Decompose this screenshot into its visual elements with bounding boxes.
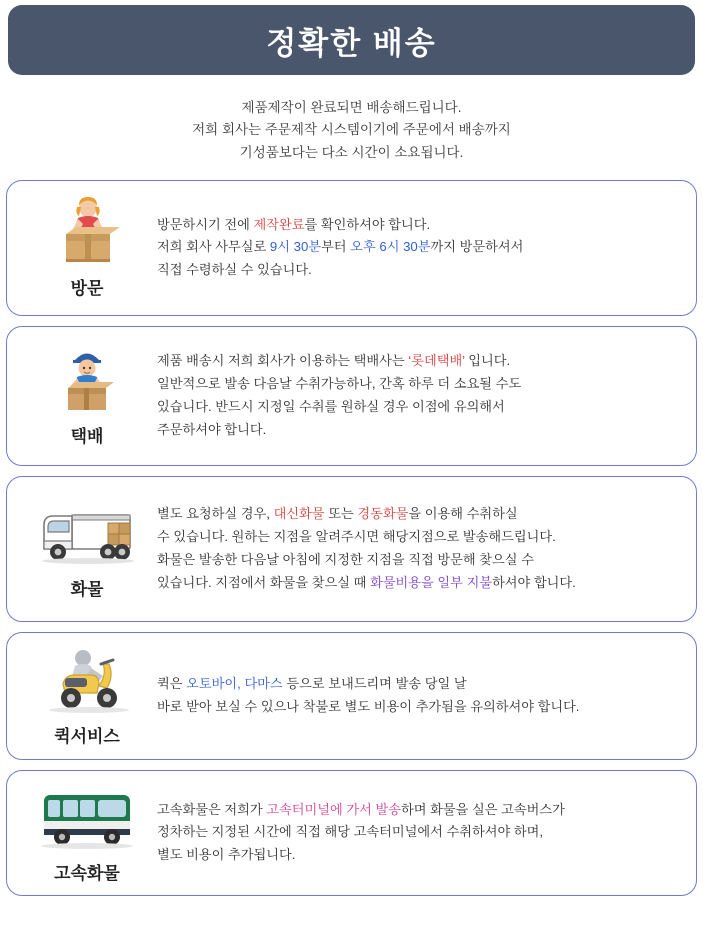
delivery-card-quick xyxy=(6,632,697,760)
card-icon-column xyxy=(17,196,157,299)
text-line xyxy=(157,844,680,867)
text-line xyxy=(157,419,680,442)
text-line xyxy=(157,526,680,549)
plain-text: 직접 수령하실 수 있습니다. xyxy=(157,262,312,278)
card-icon-column xyxy=(17,497,157,600)
text-line xyxy=(157,214,680,237)
highlighted-text: ‘롯데택배’ xyxy=(408,353,465,369)
text-line xyxy=(157,821,680,844)
text-line xyxy=(157,373,680,396)
delivery-method-list xyxy=(0,180,703,896)
card-label: 방문 xyxy=(70,279,104,299)
page-header xyxy=(8,5,695,75)
plain-text: 있습니다. 지점에서 화물을 찾으실 때 xyxy=(157,574,371,590)
person-box-icon xyxy=(44,196,130,270)
highlighted-text: 9시 30분 xyxy=(269,239,322,255)
plain-text: 일반적으로 발송 다음날 수취가능하나, 간혹 하루 더 소요될 수도 xyxy=(157,376,522,392)
card-icon-column xyxy=(17,344,157,447)
highlighted-text: 대신화물 xyxy=(273,506,325,522)
plain-text: 입니다. xyxy=(464,353,511,369)
highlighted-text: 화물비용을 일부 지불 xyxy=(370,574,493,590)
card-label: 화물 xyxy=(70,580,104,600)
plain-text: 부터 xyxy=(321,239,351,255)
plain-text: 별도 비용이 추가됩니다. xyxy=(157,847,296,863)
text-line xyxy=(157,503,680,526)
bus-icon xyxy=(32,781,142,855)
plain-text: 주문하셔야 합니다. xyxy=(157,421,267,437)
plain-text: 퀵은 xyxy=(157,676,187,692)
text-line xyxy=(157,350,680,373)
plain-text: 방문하시기 전에 xyxy=(157,216,254,232)
card-icon-column xyxy=(17,644,157,747)
delivery-card-bus xyxy=(6,770,697,896)
plain-text: 수 있습니다. 원하는 지점을 알려주시면 해당지점으로 발송해드립니다. xyxy=(157,529,556,545)
scooter-icon xyxy=(37,644,137,718)
intro-line-2: 저희 회사는 주문제작 시스템이기에 주문에서 배송까지 xyxy=(192,122,511,138)
plain-text: 을 이용해 수취하실 xyxy=(408,506,518,522)
card-label: 택배 xyxy=(70,427,104,447)
card-text xyxy=(157,350,686,441)
plain-text: 정차하는 지정된 시간에 직접 해당 고속터미널에서 수취하셔야 하며, xyxy=(157,824,544,840)
intro-paragraph xyxy=(0,97,703,164)
plain-text: 하셔야 합니다. xyxy=(492,574,576,590)
plain-text: 하며 화물을 실은 고속버스가 xyxy=(400,801,565,817)
delivery-card-parcel xyxy=(6,326,697,466)
card-icon-column xyxy=(17,781,157,884)
delivery-info-page xyxy=(0,5,703,937)
plain-text: 고속화물은 저희가 xyxy=(157,801,267,817)
plain-text: 저희 회사 사무실로 xyxy=(157,239,270,255)
card-text xyxy=(157,503,686,594)
plain-text: 화물은 발송한 다음날 아침에 지정한 지점을 직접 방문해 찾으실 수 xyxy=(157,551,534,567)
card-label: 고속화물 xyxy=(54,864,120,884)
plain-text: 별도 요청하실 경우, xyxy=(157,506,274,522)
text-line xyxy=(157,799,680,822)
intro-line-1: 제품제작이 완료되면 배송해드립니다. xyxy=(241,100,462,115)
plain-text: 제품 배송시 저희 회사가 이용하는 택배사는 xyxy=(157,353,409,369)
plain-text: 까지 방문하셔서 xyxy=(430,239,524,255)
delivery-man-icon xyxy=(44,344,130,418)
delivery-card-freight xyxy=(6,476,697,622)
highlighted-text: 경동화물 xyxy=(357,506,409,522)
card-text xyxy=(157,214,686,282)
text-line xyxy=(157,236,680,259)
text-line xyxy=(157,696,680,719)
highlighted-text: 제작완료 xyxy=(253,216,305,232)
text-line xyxy=(157,549,680,572)
text-line xyxy=(157,396,680,419)
plain-text: 를 확인하셔야 합니다. xyxy=(304,216,431,232)
plain-text: 바로 받아 보실 수 있으나 착불로 별도 비용이 추가됨을 유의하셔야 합니다. xyxy=(157,698,580,714)
highlighted-text: 오후 6시 30분 xyxy=(350,239,431,255)
card-label: 퀵서비스 xyxy=(54,727,120,747)
text-line xyxy=(157,259,680,282)
plain-text: 있습니다. 반드시 지정일 수취를 원하실 경우 이점에 유의해서 xyxy=(157,398,505,414)
intro-line-3: 기성품보다는 다소 시간이 소요됩니다. xyxy=(239,144,464,160)
plain-text: 등으로 보내드리며 발송 당일 날 xyxy=(282,676,467,692)
plain-text: 또는 xyxy=(324,506,358,522)
truck-icon xyxy=(32,497,142,571)
highlighted-text: 오토바이, 다마스 xyxy=(186,676,283,692)
highlighted-text: 고속터미널에 가서 발송 xyxy=(266,801,401,817)
delivery-card-visit xyxy=(6,180,697,316)
card-text xyxy=(157,673,686,718)
text-line xyxy=(157,673,680,696)
page-title: 정확한 배송 xyxy=(266,25,437,61)
card-text xyxy=(157,799,686,867)
text-line xyxy=(157,572,680,595)
